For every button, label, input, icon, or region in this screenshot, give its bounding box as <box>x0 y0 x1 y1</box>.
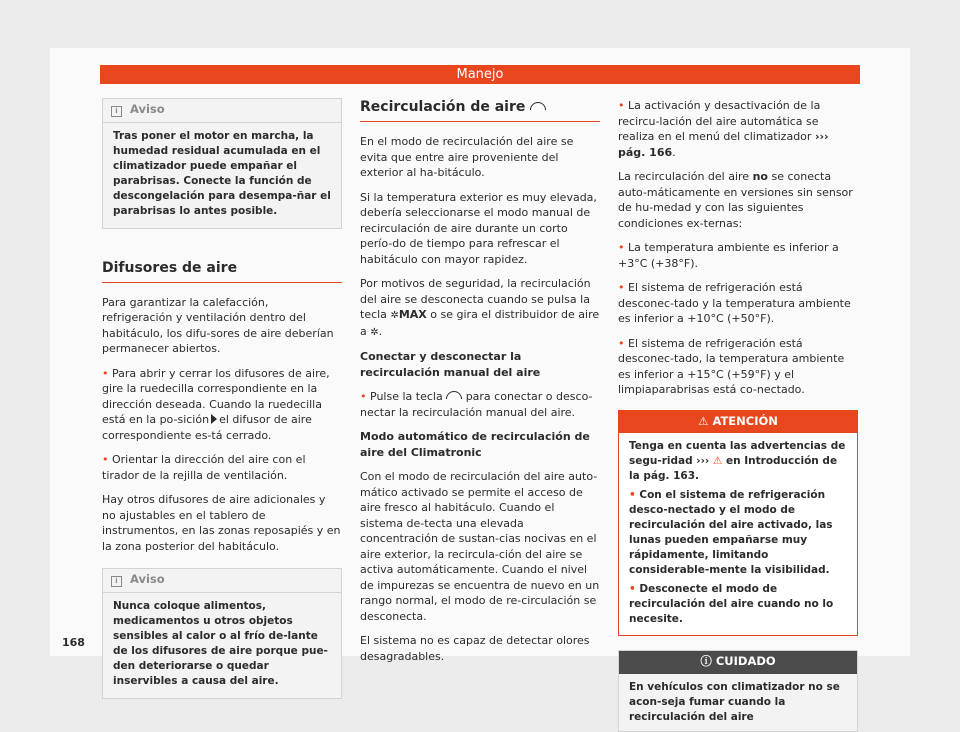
atencion-header: ⚠ ATENCIÓN <box>619 411 857 434</box>
column-left <box>102 98 342 699</box>
bullet-dot: • <box>618 336 625 350</box>
bullet-pulse: • Pulse la tecla para conectar o desco-nectar la recirculación manual del aire. <box>360 390 593 419</box>
atencion-intro: Tenga en cuenta las advertencias de segu-ridad ››› ⚠ en Introducción de la pág. 163. <box>629 440 846 482</box>
bullet-dot: • <box>360 390 367 403</box>
bullet-temp-10: • El sistema de refrigeración está desconec-tado y la temperatura ambiente es inferior a +10°C (+50°F). <box>618 281 851 325</box>
bullet-dot: • <box>629 583 636 595</box>
atencion-bullet-1: • Con el sistema de refrigeración desco-nectado y el modo de recirculación del aire activado, las lunas pueden empañarse muy rápidamente, limitando considerable-mente la visibilidad. <box>629 489 833 576</box>
bullet-dot: • <box>618 241 625 254</box>
closed-position-icon <box>211 414 217 424</box>
aviso-header <box>103 99 341 123</box>
bullet-dot: • <box>102 453 109 466</box>
recirculation-icon <box>446 391 462 399</box>
bullet-dot: • <box>618 281 625 294</box>
page-number: 168 <box>62 636 85 649</box>
aviso-label: Aviso <box>130 102 165 116</box>
bullet-temp-3: • La temperatura ambiente es inferior a +3°C (+38°F). <box>618 241 839 270</box>
chapter-header: Manejo <box>100 65 860 84</box>
aviso-header <box>103 569 341 593</box>
bullet-activacion: • La activación y desactivación de la recircu-lación del aire automática se realiza en el menú del climatizador ››› pág. 166. <box>618 99 829 159</box>
aviso-text: Tras poner el motor en marcha, la humedad residual acumulada en el climatizador puede empañar el parabrisas. Conecte la función de descongelación para desempa-ñar el parabrisas lo antes posible. <box>113 129 331 217</box>
paragraph-no-conecta: La recirculación del aire no se conecta auto-máticamente en versiones sin sensor de hu-medad y con las siguientes condiciones ex-ternas: <box>618 170 853 230</box>
paragraph-4: Con el modo de recirculación del aire auto-mático activado se permite el acceso de aire fresco al habitáculo. Cuando el sistema de-tecta una elevada concentración de sustan-cias nocivas en el aire exterior, la recircula-ción del aire se activa automáticamente. Cuando el nivel de impurezas se encuentra de nuevo en un rango normal, el modo de re-circulación se desconecta. <box>360 470 600 623</box>
aviso-box-2 <box>102 568 342 699</box>
subheading-conectar: Conectar y desconectar la recirculación manual del aire <box>360 350 541 379</box>
aviso-label: Aviso <box>130 572 165 586</box>
caution-icon: ⓘ <box>700 654 712 668</box>
column-right <box>618 98 858 732</box>
bullet-dot: • <box>102 366 109 380</box>
atencion-box <box>618 410 858 637</box>
intro-paragraph: Para garantizar la calefacción, refrigeración y ventilación dentro del habitáculo, los difu-sores de aire deberían permanecer abiertos. <box>102 295 334 355</box>
windshield-icon: ✲ <box>370 326 379 338</box>
bullet-orientar: • Orientar la dirección del aire con el tirador de la rejilla de ventilación. <box>102 453 306 482</box>
bullet-dot: • <box>618 99 625 112</box>
subheading-auto: Modo automático de recirculación de aire del Climatronic <box>360 430 590 459</box>
cuidado-box <box>618 650 858 732</box>
section-title-recirculacion: Recirculación de aire <box>360 98 600 122</box>
aviso-text: Nunca coloque alimentos, medicamentos u otros objetos sensibles al calor o al frío de-lante de los difusores de aire porque pue-den deteriorarse o quedar inservibles a causa del aire. <box>113 599 328 687</box>
paragraph-3: Por motivos de seguridad, la recirculación del aire se desconecta cuando se pulsa la tecla ✲MAX o se gira el distribuidor de aire a ✲. <box>360 276 600 340</box>
bullet-abrir: • Para abrir y cerrar los difusores de aire, gire la ruedecilla correspondiente en la dirección deseada. Cuando la ruedecilla está en la po-sición el difusor de aire correspondiente es-tá cerrado. <box>102 366 330 442</box>
warning-icon: ⚠ <box>712 455 723 467</box>
bullet-dot: • <box>629 489 636 501</box>
paragraph-2: Si la temperatura exterior es muy elevada, debería seleccionarse el modo manual de recirculación de aire durante un corto perío-do de tiempo para refrescar el habitáculo con mayor rapidez. <box>360 190 597 266</box>
page-reference[interactable]: ››› pág. 166 <box>618 130 829 159</box>
atencion-body <box>619 433 857 635</box>
aviso-box-1 <box>102 98 342 229</box>
recirculation-icon <box>530 102 546 110</box>
paragraph-5: El sistema no es capaz de detectar olores desagradables. <box>360 634 590 663</box>
info-icon: i <box>111 106 122 117</box>
cuidado-text: En vehículos con climatizador no se acon-seja fumar cuando la recirculación del aire <box>629 680 840 723</box>
max-key-label: MAX <box>398 308 427 321</box>
paragraph-otros: Hay otros difusores de aire adicionales y no ajustables en el tablero de instrumentos, en las zonas reposapiés y en la zona posterior del habitáculo. <box>102 493 341 553</box>
column-middle <box>360 98 600 673</box>
cuidado-header: ⓘ CUIDADO <box>619 651 857 674</box>
atencion-bullet-2: • Desconecte el modo de recirculación del aire cuando no lo necesite. <box>629 583 834 625</box>
info-icon: i <box>111 576 122 587</box>
bullet-temp-15: • El sistema de refrigeración está desconec-tado, la temperatura ambiente es inferior a +15°C (+59°F) y el limpiaparabrisas está co-nectado. <box>618 336 845 396</box>
section-title-difusores: Difusores de aire <box>102 259 342 283</box>
warning-icon: ⚠ <box>698 413 709 428</box>
paragraph-1: En el modo de recirculación del aire se evita que entre aire proveniente del exterior al ha-bitáculo. <box>360 135 574 179</box>
fan-icon: ✲ <box>390 310 399 321</box>
